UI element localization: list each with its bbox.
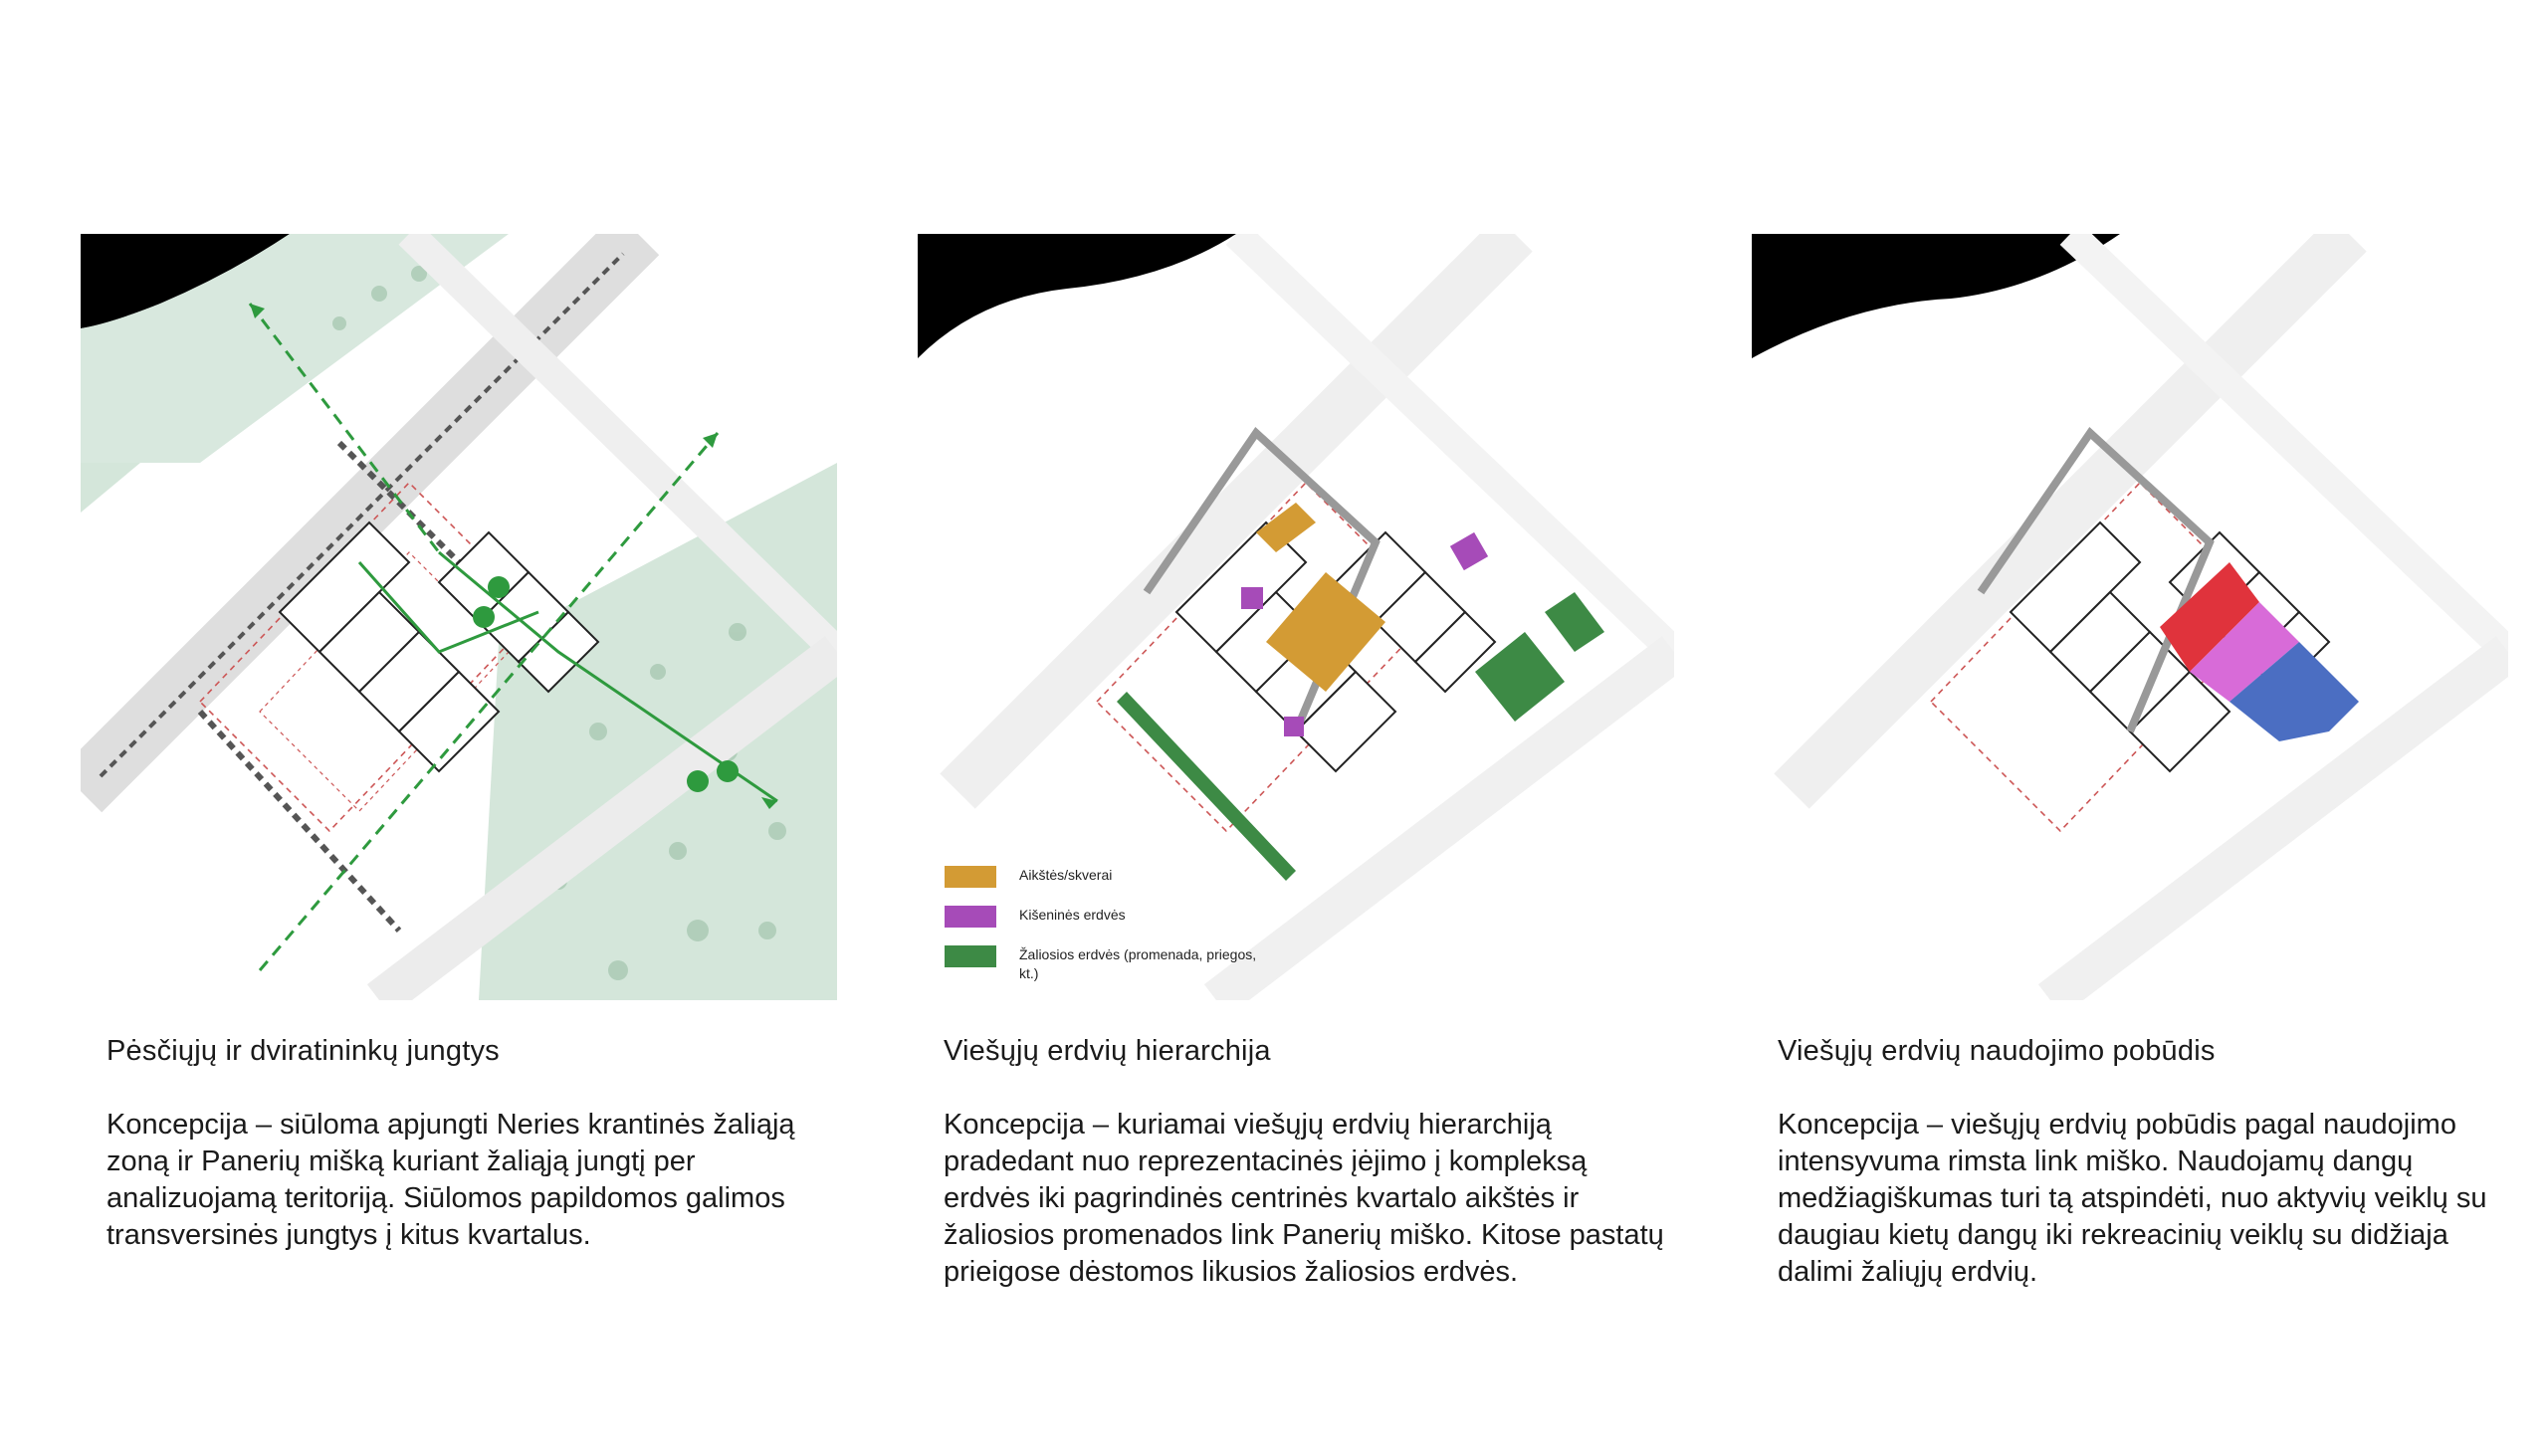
legend-swatch-pocket [945, 906, 996, 928]
legend-label: Žaliosios erdvės (promenada, priegos, kt.) [1019, 946, 1257, 981]
panel-title: Pėsčiųjų ir dviratininkų jungtys [106, 1035, 500, 1067]
panel-connections [81, 0, 837, 1456]
legend-swatch-plaza [945, 866, 996, 888]
hierarchy-map-drawing [918, 234, 1674, 1000]
panel-title: Viešųjų erdvių hierarchija [944, 1035, 1271, 1067]
connections-map [81, 234, 837, 1000]
connections-map-drawing [81, 234, 837, 1000]
usage-map [1752, 234, 2508, 1000]
panel-description: Koncepcija – viešųjų erdvių pobūdis pagal naudojimo intensyvuma rimsta link miško. Naudojamų dangų medžiagiškumas turi tą atspindėti, nuo aktyvių veiklų su daugiau kietų dangų iki rekreacinių veiklų su didžiaja dalimi žaliųjų erdvių. [1778, 1109, 2487, 1288]
legend-swatch-green [945, 945, 996, 967]
panel-usage [1752, 0, 2508, 1456]
legend-label: Kišeninės erdvės [1019, 907, 1126, 923]
legend-label: Aikštės/skverai [1019, 867, 1113, 883]
hierarchy-map [918, 234, 1674, 1000]
panel-hierarchy [918, 0, 1674, 1456]
panel-description: Koncepcija – siūloma apjungti Neries krantinės žaliąją zoną ir Panerių mišką kuriant žaliąją jungtį per analizuojamą teritoriją. Siūlomos papildomos galimos transversinės jungtys į kitus kvartalus. [106, 1109, 795, 1251]
panel-title: Viešųjų erdvių naudojimo pobūdis [1778, 1035, 2216, 1067]
usage-map-drawing [1752, 234, 2508, 1000]
panel-description: Koncepcija – kuriamai viešųjų erdvių hierarchiją pradedant nuo reprezentacinės įėjimo į kompleksą erdvės iki pagrindinės centrinės kvartalo aikštės ir žaliosios promenados link Panerių miško. Kitose pastatų prieigose dėstomos likusios žaliosios erdvės. [944, 1109, 1664, 1288]
